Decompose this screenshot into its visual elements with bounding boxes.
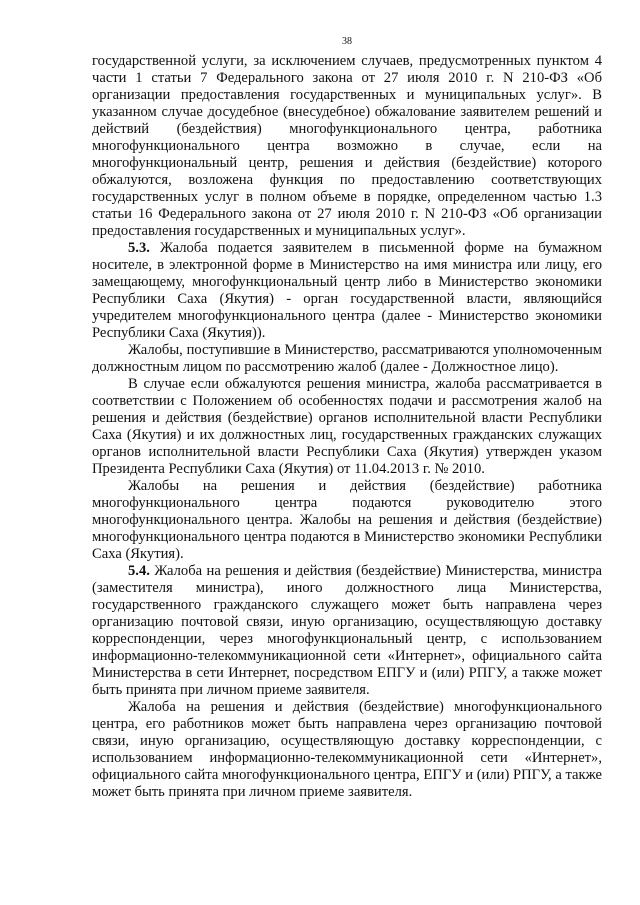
paragraph-text: Жалоба на решения и действия (бездействие) Министерства, министра (заместителя министра), иного должностного лица Министерства, государственного гражданского служащего может быть направлена через организацию почтовой связи, иную организацию, осуществляющую доставку корреспонденции, через многофункциональный центр, с использованием информационно-телекоммуникационной сети «Интернет», официального сайта Министерства в сети Интернет, посредством ЕПГУ и (или) РПГУ, а также может быть принята при личном приеме заявителя. (92, 563, 602, 698)
section-number: 5.4. (128, 563, 150, 579)
paragraph-mfc-channels (92, 699, 602, 801)
paragraph-text: Жалоба на решения и действия (бездействие) многофункционального центра, его работников может быть направлена через организацию почтовой связи, иную организацию, осуществляющую доставку корреспонденции, с использованием информационно-телекоммуникационной сети «Интернет», официального сайта многофункционального центра, ЕПГУ и (или) РПГУ, а также может быть принята при личном приеме заявителя. (92, 699, 602, 800)
paragraph-text: Жалоба подается заявителем в письменной форме на бумажном носителе, в электронной форме в Министерство на имя министра или лицу, его замещающему, многофункциональный центр либо в Министерство экономики Республики Саха (Якутия) - орган государственной власти, являющийся учредителем многофункционального центра (далее - Министерство экономики Республики Саха (Якутия)). (92, 240, 602, 341)
page-number: 38 (342, 36, 352, 47)
paragraph-text: Жалобы на решения и действия (бездействие) работника многофункционального центра подаются руководителю этого многофункционального центра. Жалобы на решения и действия (бездействие) многофункционального центра подаются в Министерство экономики Республики Саха (Якутия). (92, 478, 602, 562)
paragraph-continuation (92, 53, 602, 240)
paragraph-text: Жалобы, поступившие в Министерство, рассматриваются уполномоченным должностным лицом по рассмотрению жалоб (далее - Должностное лицо). (92, 342, 602, 375)
paragraph-minister-decisions (92, 376, 602, 478)
paragraph-5-4 (92, 563, 602, 699)
paragraph-5-3 (92, 240, 602, 342)
paragraph-text: государственной услуги, за исключением случаев, предусмотренных пунктом 4 части 1 статьи 7 Федерального закона от 27 июля 2010 г. N 210-ФЗ «Об организации предоставления государственных и муниципальных услуг». В указанном случае досудебное (внесудебное) обжалование заявителем решений и действий (бездействия) многофункционального центра, работника многофункционального центра возможно в случае, если на многофункциональный центр, решения и действия (бездействие) которого обжалуются, возложена функция по предоставлению соответствующих государственных услуг в полном объеме в порядке, определенном частью 1.3 статьи 16 Федерального закона от 27 июля 2010 г. N 210-ФЗ «Об организации предоставления государственных и муниципальных услуг». (92, 53, 602, 239)
paragraph-text: В случае если обжалуются решения министра, жалоба рассматривается в соответствии с Положением об особенностях подачи и рассмотрения жалоб на решения и действия (бездействие) органов исполнительной власти Республики Саха (Якутия) и их должностных лиц, государственных гражданских служащих органов исполнительной власти Республики Саха (Якутия) утвержден указом Президента Республики Саха (Якутия) от 11.04.2013 г. № 2010. (92, 376, 602, 477)
paragraph-complaints-ministry (92, 342, 602, 376)
paragraph-mfc-complaints (92, 478, 602, 563)
section-number: 5.3. (128, 240, 150, 256)
